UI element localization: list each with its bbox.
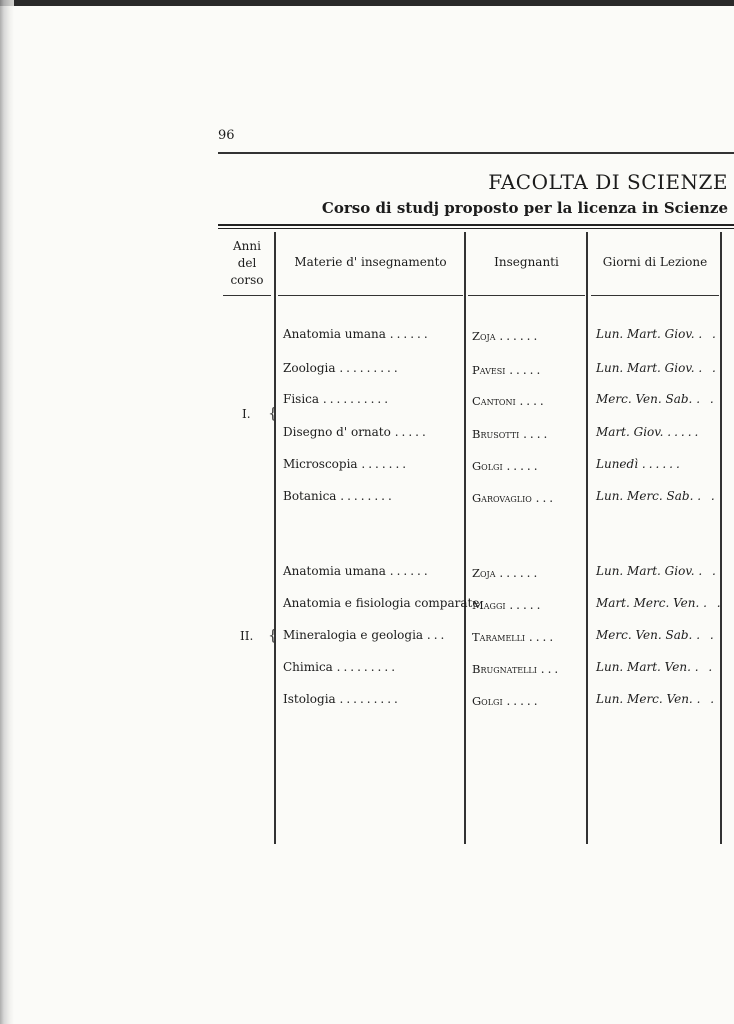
header-rule: [218, 152, 734, 154]
days-cell: Lun. Merc. Ven. . .: [596, 692, 718, 706]
days-cell: Lun. Mart. Giov. . .: [596, 361, 719, 375]
teacher-cell: Taramelli ....: [472, 630, 557, 644]
days-cell: Mart. Giov. .....: [596, 425, 702, 439]
header-rule-subject: [278, 295, 463, 296]
table-top-rule: [218, 224, 734, 226]
days-cell: Lun. Mart. Giov. . .: [596, 564, 719, 578]
subject-cell: Anatomia umana ......: [283, 564, 431, 578]
days-cell: Lun. Merc. Sab. . .: [596, 489, 718, 503]
days-cell: Mart. Merc. Ven. . .: [596, 596, 724, 610]
page-heading: FACOLTA DI SCIENZE: [488, 170, 728, 194]
subject-cell: Microscopia .......: [283, 457, 410, 471]
subject-cell: Mineralogia e geologia ...: [283, 628, 448, 642]
teacher-cell: Garovaglio ...: [472, 491, 557, 505]
days-cell: Lunedì ......: [596, 457, 683, 471]
days-cell: Merc. Ven. Sab. . .: [596, 392, 717, 406]
col-header-year: Anni del corso: [230, 239, 264, 287]
teacher-cell: Golgi .....: [472, 459, 541, 473]
col-header-subject: Materie d' insegnamento: [294, 255, 447, 269]
days-cell: Lun. Mart. Giov. . .: [596, 327, 719, 341]
year-label: II.: [240, 629, 254, 643]
column-divider: [586, 232, 588, 844]
teacher-cell: Pavesi .....: [472, 363, 544, 377]
header-rule-days: [591, 295, 719, 296]
subject-cell: Anatomia umana ......: [283, 327, 431, 341]
column-divider: [464, 232, 466, 844]
page-subheading: Corso di studj proposto per la licenza in Scienze: [321, 199, 728, 217]
brace-mark: {: [268, 626, 278, 644]
brace-mark: {: [268, 404, 278, 422]
subject-cell: Zoologia .........: [283, 361, 401, 375]
teacher-cell: Zoja ......: [472, 566, 541, 580]
header-rule-teacher: [468, 295, 585, 296]
page-number: 96: [218, 128, 235, 143]
column-divider: [720, 232, 722, 844]
col-header-teacher: Insegnanti: [494, 255, 559, 269]
subject-cell: Botanica ........: [283, 489, 395, 503]
teacher-cell: Maggi .....: [472, 598, 544, 612]
page-binding-edge: [0, 0, 14, 1024]
col-header-days: Giorni di Lezione: [602, 255, 708, 269]
subject-cell: Chimica .........: [283, 660, 399, 674]
column-divider: [274, 232, 276, 844]
subject-cell: Disegno d' ornato .....: [283, 425, 429, 439]
teacher-cell: Brugnatelli ...: [472, 662, 562, 676]
teacher-cell: Brusotti ....: [472, 427, 551, 441]
teacher-cell: Golgi .....: [472, 694, 541, 708]
teacher-cell: Zoja ......: [472, 329, 541, 343]
page-top-edge: [0, 0, 734, 6]
header-rule-year: [223, 295, 271, 296]
days-cell: Lun. Mart. Ven. . .: [596, 660, 716, 674]
subject-cell: Fisica ..........: [283, 392, 392, 406]
subject-cell: Anatomia e fisiologia comparate: [283, 596, 480, 610]
year-label: I.: [242, 407, 251, 421]
days-cell: Merc. Ven. Sab. . .: [596, 628, 717, 642]
teacher-cell: Cantoni ....: [472, 394, 547, 408]
subject-cell: Istologia .........: [283, 692, 401, 706]
table-top-rule-thin: [218, 228, 734, 229]
